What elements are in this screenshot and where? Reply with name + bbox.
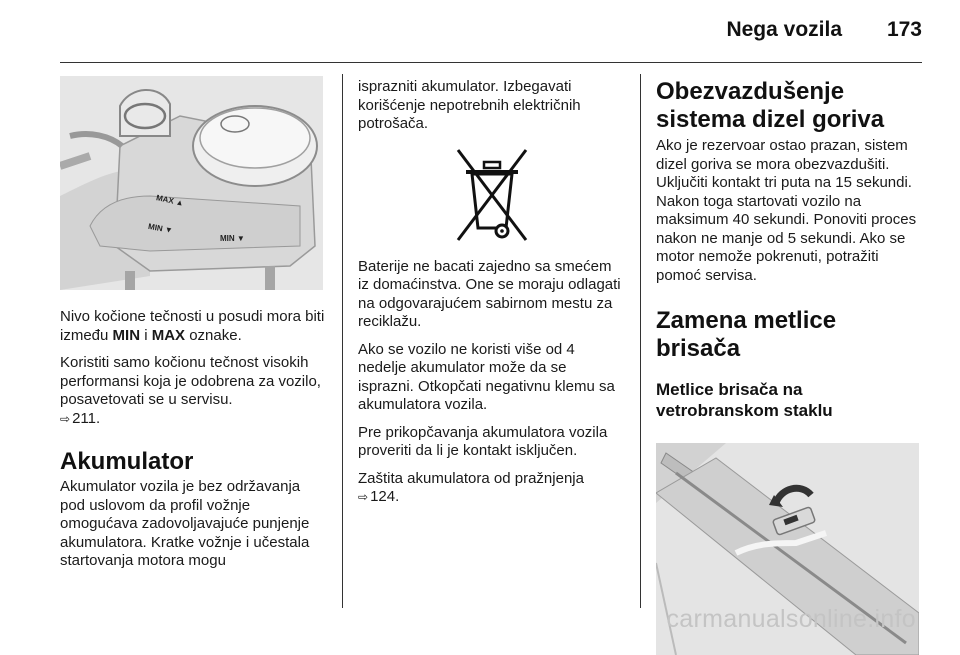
brake-fluid-reservoir-photo <box>60 76 323 290</box>
page-header <box>0 0 960 60</box>
brake-page-reference: ⇨ 211. <box>60 409 101 427</box>
page-ref-arrow-icon: ⇨ <box>60 411 71 426</box>
brake-fluid-level-paragraph: Nivo kočione tečnosti u posudi mora biti između MIN i MAX oznake. <box>60 308 325 344</box>
page-ref-arrow-icon: ⇨ <box>358 490 369 504</box>
battery-heading: Akumulator <box>60 448 194 475</box>
max-mark-label: MAX ▲ <box>155 193 185 208</box>
column-divider-2 <box>640 74 641 608</box>
discharge-protection-paragraph: Zaštita akumulatora od pražnjenja <box>358 469 584 487</box>
crossed-bin-recycling-icon <box>454 146 530 244</box>
column-2 <box>358 78 626 507</box>
min-mark-label-right: MIN ▼ <box>220 234 245 243</box>
discharge-page-reference: ⇨ 124. <box>358 488 400 505</box>
header-divider <box>60 62 922 63</box>
battery-paragraph: Akumulator vozila je bez održavanja pod uslovom da profil vožnje omogućava zadovoljavajuće punjenje akumulatora. Kratke vožnje i učestala startovanja motora mogu <box>60 478 310 569</box>
diesel-bleeding-heading: Obezvazdušenje sistema dizel goriva <box>656 78 885 133</box>
storage-discharge-paragraph: Ako se vozilo ne koristi više od 4 nedelje akumulator može da se isprazni. Otkopčati negativnu klemu sa akumulatora vozila. <box>358 340 615 413</box>
column-1 <box>60 76 328 571</box>
wiper-replacement-heading: Zamena metlice brisača <box>656 307 837 362</box>
min-term: MIN <box>112 326 141 344</box>
min-mark-label-left: MIN ▼ <box>147 221 174 236</box>
ignition-check-paragraph: Pre prikopčavanja akumulatora vozila proveriti da li je kontakt isključen. <box>358 423 608 459</box>
watermark: carmanualsonline.info <box>666 605 916 633</box>
brake-fluid-advice-paragraph: Koristiti samo kočionu tečnost visokih performansi koja je odobrena za vozilo, posavetovati se u servisu. <box>60 354 321 408</box>
column-3 <box>656 78 924 655</box>
column-divider-1 <box>342 74 343 608</box>
battery-continue-paragraph: isprazniti akumulator. Izbegavati korišćenje nepotrebnih električnih potrošača. <box>358 78 581 132</box>
page-number: 173 <box>886 18 922 41</box>
windscreen-wiper-subheading: Metlice brisača na vetrobranskom staklu <box>656 380 833 420</box>
diesel-bleeding-paragraph: Ako je rezervoar ostao prazan, sistem dizel goriva se mora obezvazdušiti. Uključiti kontakt tri puta na 15 sekundi. Nakon toga startovati vozilo na maksimum 40 sekundi. Ponoviti proces nakon ne manje od 5 sekundi. Ako se motor nemože pokrenuti, potražiti pomoć servisa. <box>656 137 917 284</box>
disposal-paragraph: Baterije ne bacati zajedno sa smećem iz domaćinstva. One se moraju odlagati na odgovarajućem sabirnom mestu za reciklažu. <box>358 257 621 330</box>
max-term: MAX <box>151 326 186 344</box>
section-title: Nega vozila <box>726 18 842 41</box>
